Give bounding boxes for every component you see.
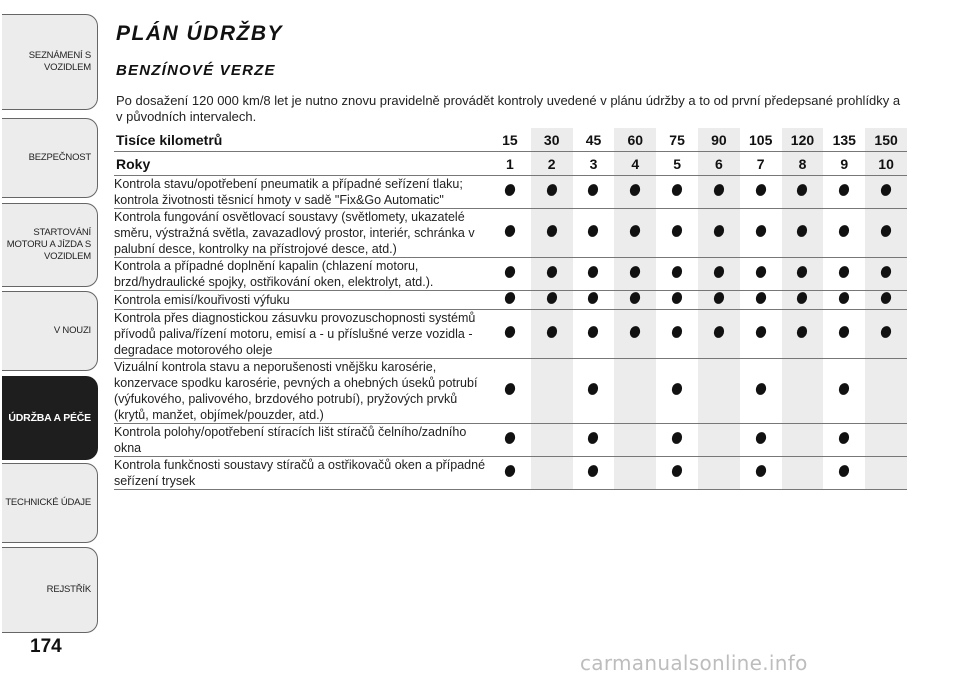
schedule-cell — [865, 424, 907, 457]
schedule-cell — [531, 209, 573, 258]
check-dot-icon — [712, 183, 725, 198]
table-row — [114, 424, 907, 457]
task-description: Vizuální kontrola stavu a neporušenosti vnějšku karosérie, konzervace spodku karosérie, pevných a ohebných úseků potrubí (výfukového, palivového, brzdového potrubí), pryžových prvků (krytů, manžet, objímek/pouzder, atd.) — [114, 359, 489, 424]
schedule-cell — [740, 359, 782, 424]
check-dot-icon — [587, 464, 600, 479]
years-header-value: 5 — [656, 152, 698, 176]
table-row — [114, 457, 907, 490]
schedule-cell — [614, 209, 656, 258]
check-dot-icon — [587, 431, 600, 446]
km-header-label: Tisíce kilometrů — [114, 128, 489, 152]
km-header-value: 75 — [656, 128, 698, 152]
schedule-cell — [573, 291, 615, 310]
schedule-cell — [489, 359, 531, 424]
km-header-value: 45 — [573, 128, 615, 152]
schedule-cell — [782, 457, 824, 490]
km-header-value: 30 — [531, 128, 573, 152]
check-dot-icon — [503, 325, 516, 340]
schedule-cell — [614, 424, 656, 457]
check-dot-icon — [754, 224, 767, 239]
schedule-cell — [865, 291, 907, 310]
check-dot-icon — [796, 224, 809, 239]
check-dot-icon — [838, 325, 851, 340]
schedule-cell — [573, 258, 615, 291]
check-dot-icon — [629, 265, 642, 280]
check-dot-icon — [838, 382, 851, 397]
schedule-cell — [656, 176, 698, 209]
schedule-cell — [740, 457, 782, 490]
check-dot-icon — [712, 265, 725, 280]
schedule-cell — [782, 258, 824, 291]
schedule-cell — [865, 258, 907, 291]
tab-udrzba-a-pece[interactable] — [2, 376, 98, 460]
schedule-cell — [489, 209, 531, 258]
years-header-value: 2 — [531, 152, 573, 176]
check-dot-icon — [503, 291, 516, 306]
schedule-cell — [531, 291, 573, 310]
check-dot-icon — [503, 224, 516, 239]
years-header-value: 9 — [823, 152, 865, 176]
check-dot-icon — [545, 183, 558, 198]
check-dot-icon — [629, 325, 642, 340]
check-dot-icon — [879, 224, 892, 239]
tab-label: REJSTŘÍK — [46, 584, 91, 595]
check-dot-icon — [503, 464, 516, 479]
check-dot-icon — [796, 291, 809, 306]
check-dot-icon — [670, 325, 683, 340]
schedule-cell — [531, 176, 573, 209]
km-header-value: 150 — [865, 128, 907, 152]
years-header-row — [114, 152, 907, 176]
task-description: Kontrola polohy/opotřebení stíracích lišt stíračů čelního/zadního okna — [114, 424, 489, 457]
section-title: BENZÍNOVÉ VERZE — [116, 62, 276, 79]
check-dot-icon — [879, 183, 892, 198]
schedule-cell — [823, 176, 865, 209]
schedule-cell — [865, 176, 907, 209]
schedule-cell — [614, 359, 656, 424]
table-row — [114, 258, 907, 291]
check-dot-icon — [754, 325, 767, 340]
schedule-cell — [740, 176, 782, 209]
schedule-cell — [823, 457, 865, 490]
check-dot-icon — [754, 291, 767, 306]
table-row — [114, 359, 907, 424]
check-dot-icon — [587, 183, 600, 198]
check-dot-icon — [754, 431, 767, 446]
check-dot-icon — [670, 382, 683, 397]
section-sidebar — [0, 0, 100, 640]
years-header-value: 6 — [698, 152, 740, 176]
check-dot-icon — [629, 291, 642, 306]
check-dot-icon — [503, 382, 516, 397]
schedule-cell — [573, 457, 615, 490]
schedule-cell — [782, 424, 824, 457]
schedule-cell — [614, 310, 656, 359]
schedule-cell — [823, 310, 865, 359]
check-dot-icon — [712, 224, 725, 239]
watermark: carmanualsonline.info — [580, 651, 808, 675]
tab-startovani-motoru[interactable] — [2, 203, 98, 287]
schedule-cell — [823, 209, 865, 258]
years-header-value: 8 — [782, 152, 824, 176]
intro-text: Po dosažení 120 000 km/8 let je nutno znovu pravidelně provádět kontroly uvedené v plánu údržby a to od první předepsané prohlídky a v původních intervalech. — [116, 93, 901, 124]
check-dot-icon — [879, 325, 892, 340]
schedule-cell — [489, 176, 531, 209]
check-dot-icon — [587, 291, 600, 306]
check-dot-icon — [838, 183, 851, 198]
schedule-cell — [656, 291, 698, 310]
check-dot-icon — [796, 265, 809, 280]
schedule-cell — [573, 209, 615, 258]
schedule-cell — [823, 291, 865, 310]
schedule-cell — [531, 258, 573, 291]
check-dot-icon — [670, 291, 683, 306]
schedule-cell — [782, 209, 824, 258]
task-description: Kontrola emisí/kouřivosti výfuku — [114, 291, 489, 310]
years-header-value: 10 — [865, 152, 907, 176]
check-dot-icon — [587, 325, 600, 340]
check-dot-icon — [587, 265, 600, 280]
schedule-cell — [698, 457, 740, 490]
schedule-cell — [614, 176, 656, 209]
check-dot-icon — [670, 224, 683, 239]
schedule-cell — [740, 209, 782, 258]
check-dot-icon — [503, 265, 516, 280]
schedule-cell — [614, 291, 656, 310]
schedule-cell — [865, 310, 907, 359]
check-dot-icon — [838, 464, 851, 479]
years-header-value: 1 — [489, 152, 531, 176]
schedule-cell — [656, 310, 698, 359]
schedule-cell — [489, 424, 531, 457]
years-header-value: 7 — [740, 152, 782, 176]
tab-v-nouzi[interactable] — [2, 291, 98, 371]
schedule-cell — [531, 310, 573, 359]
schedule-cell — [656, 209, 698, 258]
schedule-cell — [656, 258, 698, 291]
years-header-value: 4 — [614, 152, 656, 176]
km-header-value: 120 — [782, 128, 824, 152]
task-description: Kontrola funkčnosti soustavy stíračů a ostřikovačů oken a případné seřízení trysek — [114, 457, 489, 490]
tab-technicke-udaje[interactable] — [2, 463, 98, 543]
schedule-cell — [740, 310, 782, 359]
check-dot-icon — [754, 382, 767, 397]
km-header-value: 15 — [489, 128, 531, 152]
table-row — [114, 310, 907, 359]
schedule-cell — [573, 424, 615, 457]
task-description: Kontrola fungování osvětlovací soustavy (světlomety, ukazatelé směru, výstražná světla, zavazadlový prostor, interiér, schránka v palubní desce, kontrolky na přístrojové desce, atd.) — [114, 209, 489, 258]
schedule-cell — [823, 424, 865, 457]
schedule-cell — [531, 424, 573, 457]
check-dot-icon — [503, 431, 516, 446]
schedule-cell — [614, 457, 656, 490]
schedule-cell — [698, 258, 740, 291]
km-header-value: 105 — [740, 128, 782, 152]
check-dot-icon — [587, 382, 600, 397]
schedule-cell — [489, 291, 531, 310]
schedule-cell — [698, 176, 740, 209]
schedule-cell — [698, 209, 740, 258]
km-header-row — [114, 128, 907, 152]
km-header-value: 60 — [614, 128, 656, 152]
check-dot-icon — [879, 265, 892, 280]
table-body — [114, 176, 907, 490]
schedule-cell — [698, 359, 740, 424]
schedule-cell — [573, 359, 615, 424]
page-title: PLÁN ÚDRŽBY — [116, 22, 283, 45]
check-dot-icon — [754, 265, 767, 280]
check-dot-icon — [838, 265, 851, 280]
schedule-cell — [698, 424, 740, 457]
tab-rejstrik[interactable] — [2, 547, 98, 633]
schedule-cell — [656, 359, 698, 424]
check-dot-icon — [670, 265, 683, 280]
schedule-cell — [740, 291, 782, 310]
tab-label: ÚDRŽBA A PÉČE — [8, 412, 91, 424]
tab-seznameni-s-vozidlem[interactable] — [2, 14, 98, 110]
check-dot-icon — [503, 183, 516, 198]
check-dot-icon — [629, 183, 642, 198]
table-row — [114, 176, 907, 209]
check-dot-icon — [754, 464, 767, 479]
schedule-cell — [865, 457, 907, 490]
km-header-value: 135 — [823, 128, 865, 152]
check-dot-icon — [587, 224, 600, 239]
schedule-cell — [656, 424, 698, 457]
page-number: 174 — [30, 636, 62, 657]
schedule-cell — [823, 359, 865, 424]
task-description: Kontrola přes diagnostickou zásuvku provozuschopnosti systémů přívodů paliva/řízení motoru, emisí a - u příslušné verze vozidla - degradace motorového oleje — [114, 310, 489, 359]
tab-bezpecnost[interactable] — [2, 118, 98, 198]
check-dot-icon — [796, 183, 809, 198]
check-dot-icon — [670, 183, 683, 198]
schedule-cell — [489, 457, 531, 490]
check-dot-icon — [545, 291, 558, 306]
table-row — [114, 209, 907, 258]
task-description: Kontrola stavu/opotřebení pneumatik a případné seřízení tlaku; kontrola životnosti těsnicí hmoty v sadě "Fix&Go Automatic" — [114, 176, 489, 209]
schedule-cell — [531, 359, 573, 424]
task-description: Kontrola a případné doplnění kapalin (chlazení motoru, brzd/hydraulické spojky, ostřikování oken, elektrolyt, atd.). — [114, 258, 489, 291]
schedule-cell — [782, 359, 824, 424]
schedule-cell — [782, 176, 824, 209]
schedule-cell — [573, 176, 615, 209]
check-dot-icon — [879, 291, 892, 306]
schedule-cell — [614, 258, 656, 291]
check-dot-icon — [838, 224, 851, 239]
schedule-cell — [865, 209, 907, 258]
check-dot-icon — [670, 464, 683, 479]
check-dot-icon — [629, 224, 642, 239]
tab-label: BEZPEČNOST — [28, 152, 91, 163]
check-dot-icon — [712, 325, 725, 340]
km-header-value: 90 — [698, 128, 740, 152]
check-dot-icon — [670, 431, 683, 446]
tab-label: SEZNÁMENÍ S VOZIDLEM — [28, 50, 91, 73]
schedule-cell — [698, 291, 740, 310]
check-dot-icon — [545, 325, 558, 340]
maintenance-table — [114, 128, 907, 490]
check-dot-icon — [838, 291, 851, 306]
schedule-cell — [489, 258, 531, 291]
schedule-cell — [823, 258, 865, 291]
schedule-cell — [698, 310, 740, 359]
schedule-cell — [782, 291, 824, 310]
table-row — [114, 291, 907, 310]
schedule-cell — [740, 424, 782, 457]
check-dot-icon — [796, 325, 809, 340]
schedule-cell — [489, 310, 531, 359]
years-header-label: Roky — [114, 152, 489, 176]
tab-label: TECHNICKÉ ÚDAJE — [5, 497, 91, 508]
check-dot-icon — [838, 431, 851, 446]
check-dot-icon — [754, 183, 767, 198]
tab-label: V NOUZI — [53, 325, 91, 336]
check-dot-icon — [545, 265, 558, 280]
schedule-cell — [865, 359, 907, 424]
schedule-cell — [573, 310, 615, 359]
check-dot-icon — [712, 291, 725, 306]
tab-label: STARTOVÁNÍ MOTORU A JÍZDA S VOZIDLEM — [6, 227, 91, 262]
schedule-cell — [782, 310, 824, 359]
years-header-value: 3 — [573, 152, 615, 176]
schedule-cell — [656, 457, 698, 490]
check-dot-icon — [545, 224, 558, 239]
schedule-cell — [740, 258, 782, 291]
schedule-cell — [531, 457, 573, 490]
